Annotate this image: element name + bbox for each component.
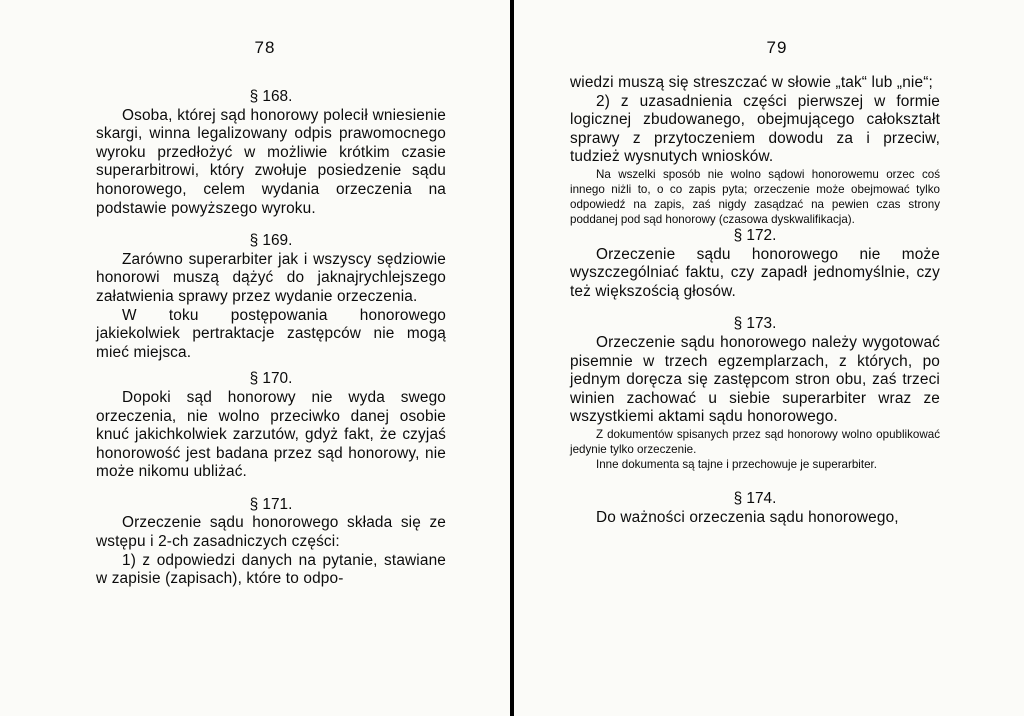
section-173-note-2: Inne dokumenta są tajne i przechowuje je superarbiter. [596,457,877,471]
continuation-text-1: wiedzi muszą się streszczać w słowie „tak“ lub „nie“; [570,74,933,91]
section-heading-173: § 173. [733,315,777,333]
page-number: 78 [254,38,276,57]
section-heading-170: § 170. [249,370,293,388]
section-168-text: Osoba, której sąd honorowy polecił wniesienie skargi, winna legalizowany odpis prawomocnego wyroku przedłożyć w możliwie krótkim czasie superarbitrowi, który zwołuje posiedzenie sądu honorowego, celem wydania orzeczenia na podstawie powyższego wyroku. [96,106,446,217]
footnote-text: Na wszelki sposób nie wolno sądowi honorowemu orzec coś innego niżli to, o co zapis pyta; orzeczenie może obejmować tylko odpowiedź na zapis, zaś nigdy zasądzać na pewien czas strony poddanej pod sąd honorowy (czasowa dyskwalifikacja). [570,167,940,226]
section-heading-171: § 171. [249,495,293,513]
section-heading-168: § 168. [249,88,293,105]
section-170-text: Dopoki sąd honorowy nie wyda swego orzeczenia, nie wolno przeciwko danej osobie knuć jakichkolwiek zarzutów, gdyż fakt, że czyjaś honorowość jest badana przez sąd honorowy, nie może nikomu ubliżać. [96,388,446,481]
section-heading-169: § 169. [249,232,293,250]
section-169-text-2: W toku postępowania honorowego jakiekolwiek pertraktacje zastępców nie mogą mieć miejsca. [96,306,446,361]
right-column [570,74,940,527]
left-page [0,0,510,716]
section-171-text-1: Orzeczenie sądu honorowego składa się ze wstępu i 2-ch zasadniczych części: [96,514,446,551]
section-173-note-1: Z dokumentów spisanych przez sąd honorowy wolno opublikować jedynie tylko orzeczenie. [570,427,940,456]
section-169-text-1: Zarówno superarbiter jak i wszyscy sędziowie honorowi muszą dążyć do jaknajrychlejszego załatwienia sprawy przez wydanie orzeczenia. [96,250,446,305]
section-171-text-2: 1) z odpowiedzi danych na pytanie, stawiane w zapisie (zapisach), które to odpo- [96,551,446,588]
section-heading-172: § 172. [733,226,777,244]
continuation-text-2: 2) z uzasadnienia części pierwszej w formie logicznej zbudowanego, obejmującego całokształt sprawy z przytoczeniem dowodu za i przeciw, tudzież wysnutych wniosków. [570,92,940,166]
section-173-text: Orzeczenie sądu honorowego należy wygotować pisemnie w trzech egzemplarzach, z których, po jednym doręcza się zastępcom stron obu, zaś trzeci winien zachować u siebie superarbiter wraz ze wszystkiemi aktami sądu honorowego. [570,333,940,426]
section-174-text: Do ważności orzeczenia sądu honorowego, [596,508,899,526]
page-number: 79 [766,38,788,57]
section-heading-174: § 174. [733,489,777,507]
left-column [96,88,446,589]
right-page [514,0,1024,716]
section-172-text: Orzeczenie sądu honorowego nie może wyszczególniać faktu, czy zapadł jednomyślnie, czy też większością głosów. [570,245,940,300]
